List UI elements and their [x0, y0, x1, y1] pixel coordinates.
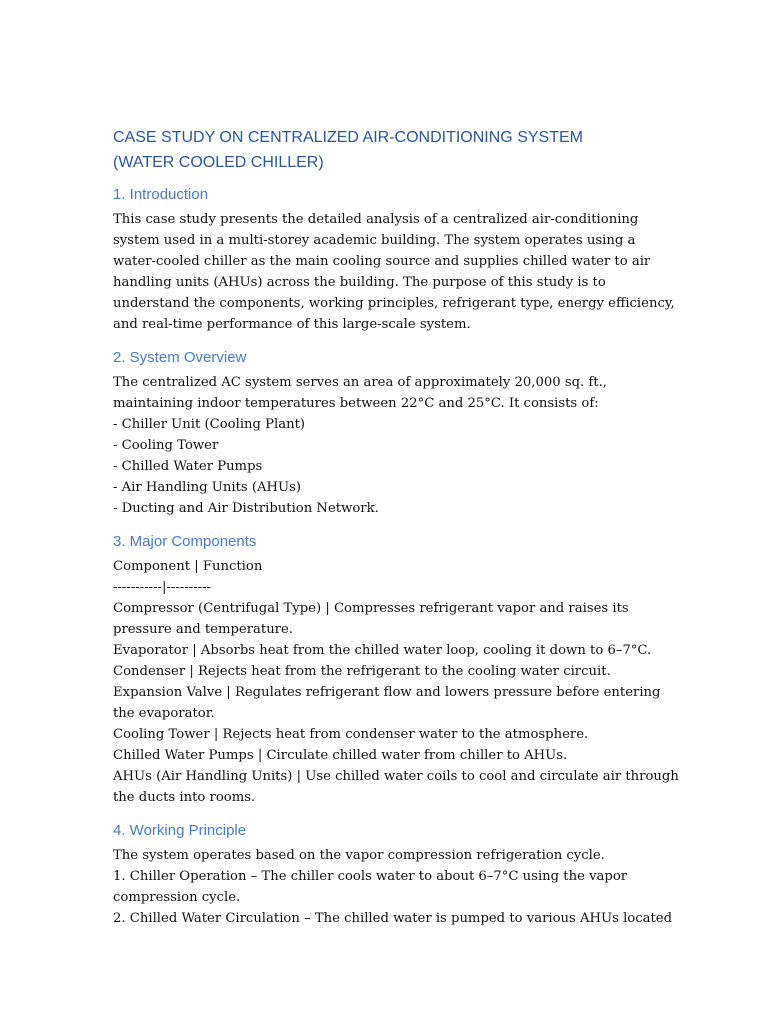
section-4 — [113, 820, 673, 929]
section-3 — [113, 531, 679, 808]
text-line: pressure and temperature. — [113, 622, 293, 637]
text-line: -----------|---------- — [113, 580, 212, 595]
document-title: CASE STUDY ON CENTRALIZED AIR-CONDITIONING SYSTEM (WATER COOLED CHILLER) — [113, 129, 583, 171]
text-line: water-cooled chiller as the main cooling source and supplies chilled water to air — [113, 254, 651, 269]
text-line: The system operates based on the vapor compression refrigeration cycle. — [113, 848, 605, 863]
section-body — [113, 209, 675, 335]
text-line: 1. Chiller Operation – The chiller cools water to about 6–7°C using the vapor — [113, 869, 628, 884]
section-2 — [113, 347, 658, 519]
text-line: the evaporator. — [113, 706, 215, 721]
section-body — [113, 372, 658, 519]
section-heading: 1. Introduction — [113, 186, 209, 203]
document-body — [113, 184, 679, 929]
text-line: understand the components, working principles, refrigerant type, energy efficiency, — [113, 296, 675, 311]
text-line: Cooling Tower | Rejects heat from condenser water to the atmosphere. — [113, 727, 589, 742]
text-line: - Ducting and Air Distribution Network. — [113, 501, 379, 516]
text-line: Chilled Water Pumps | Circulate chilled water from chiller to AHUs. — [113, 748, 568, 763]
text-line: - Chilled Water Pumps — [113, 459, 263, 474]
section-heading: 3. Major Components — [113, 533, 257, 550]
text-line: AHUs (Air Handling Units) | Use chilled water coils to cool and circulate air through — [113, 769, 679, 784]
section-1 — [113, 184, 675, 335]
text-line: the ducts into rooms. — [113, 790, 256, 805]
text-line: 2. Chilled Water Circulation – The chilled water is pumped to various AHUs located — [113, 911, 673, 926]
text-line: - Air Handling Units (AHUs) — [113, 480, 302, 495]
text-line: The centralized AC system serves an area of approximately 20,000 sq. ft., — [113, 375, 607, 390]
text-line: and real-time performance of this large-scale system. — [113, 317, 471, 332]
section-heading: 4. Working Principle — [113, 822, 247, 839]
text-line: Component | Function — [113, 559, 263, 574]
text-line: system used in a multi-storey academic building. The system operates using a — [113, 233, 636, 248]
section-body — [113, 845, 673, 929]
text-line: compression cycle. — [113, 890, 241, 905]
text-line: maintaining indoor temperatures between 22°C and 25°C. It consists of: — [113, 396, 599, 411]
text-line: - Cooling Tower — [113, 438, 219, 453]
text-line: Evaporator | Absorbs heat from the chilled water loop, cooling it down to 6–7°C. — [113, 643, 652, 658]
section-body — [113, 556, 679, 808]
section-heading: 2. System Overview — [113, 349, 247, 366]
text-line: - Chiller Unit (Cooling Plant) — [113, 417, 306, 432]
text-line: Compressor (Centrifugal Type) | Compresses refrigerant vapor and raises its — [113, 601, 629, 616]
text-line: This case study presents the detailed analysis of a centralized air-conditioning — [113, 212, 639, 227]
text-line: Condenser | Rejects heat from the refrigerant to the cooling water circuit. — [113, 664, 611, 679]
text-line: Expansion Valve | Regulates refrigerant flow and lowers pressure before entering — [113, 685, 661, 700]
text-line: handling units (AHUs) across the building. The purpose of this study is to — [113, 275, 606, 290]
document-page — [113, 125, 679, 941]
